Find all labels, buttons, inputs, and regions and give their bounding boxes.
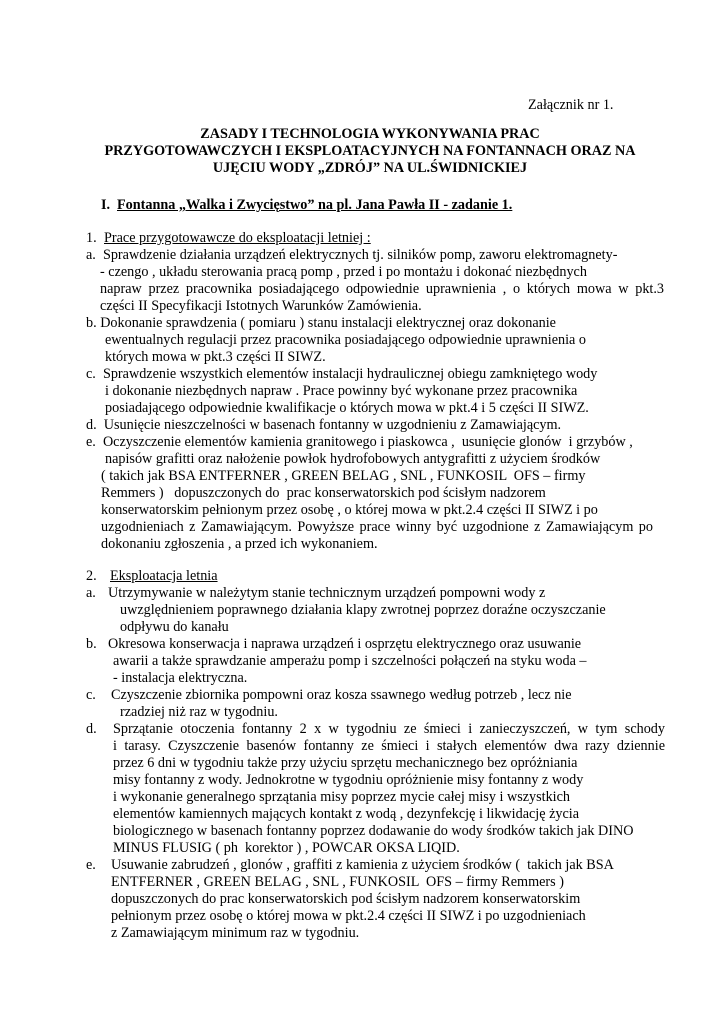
text-line: Sprzątanie otoczenia fontanny 2 x w tygodniu ze śmieci i zanieczyszczeń, w tym schody <box>113 721 665 737</box>
section-label: Fontanna „Walka i Zwycięstwo” na pl. Jana Pawła II - zadanie 1. <box>117 197 513 213</box>
text-line: napisów grafitti oraz nałożenie powłok hydrofobowych antygrafitti z użyciem środków <box>105 451 601 467</box>
item-letter: e. <box>86 857 96 873</box>
text-line: Usuwanie zabrudzeń , glonów , graffiti z kamienia z użyciem środków ( takich jak BSA <box>111 857 614 873</box>
text-line: Utrzymywanie w należytym stanie technicznym urządzeń pompowni wody z <box>108 585 546 601</box>
text-line: Czyszczenie zbiornika pompowni oraz kosza ssawnego według potrzeb , lecz nie <box>111 687 572 703</box>
text-line: konserwatorskim pełnionym przez osobę , o której mowa w pkt.2.4 części II SIWZ i po <box>101 502 598 518</box>
title-line-2: PRZYGOTOWAWCZYCH I EKSPLOATACYJNYCH NA FONTANNACH ORAZ NA <box>104 143 636 159</box>
text-line: których mowa w pkt.3 części II SIWZ. <box>105 349 326 365</box>
text-line: a. Sprawdzenie działania urządzeń elektrycznych tj. silników pomp, zaworu elektromagnety- <box>86 247 618 263</box>
text-line: odpływu do kanału <box>120 619 229 635</box>
text-line: e. Oczyszczenie elementów kamienia granitowego i piaskowca , usunięcie glonów i grzybów , <box>86 434 633 450</box>
item-letter: c. <box>86 687 96 703</box>
text-line: i wykonanie generalnego sprzątania misy poprzez mycie całej misy i wszystkich <box>113 789 570 805</box>
text-line: misy fontanny z wody. Jednokrotne w tygodniu opróżnienie misy fontanny z wody <box>113 772 584 788</box>
text-line: pełnionym przez osobę o której mowa w pkt.2.4 części II SIWZ i po uzgodnieniach <box>111 908 586 924</box>
text-line: d. Usunięcie nieszczelności w basenach fontanny w uzgodnieniu z Zamawiającym. <box>86 417 562 433</box>
text-line: części II Specyfikacji Istotnych Warunków Zamówienia. <box>100 298 422 314</box>
section-prefix: I. <box>101 197 111 213</box>
text-line: uwzględnieniem poprawnego działania klapy zwrotnej poprzez doraźne oczyszczanie <box>120 602 606 618</box>
text-line: przez 6 dni w tygodniu także przy użyciu sprzętu mechanicznego bez opróżniania <box>113 755 578 771</box>
text-line: Remmers ) dopuszczonych do prac konserwatorskich pod ścisłym nadzorem <box>101 485 546 501</box>
text-line: biologicznego w basenach fontanny poprzez dodawanie do wody środków takich jak DINO <box>113 823 634 839</box>
text-line: b. Dokonanie sprawdzenia ( pomiaru ) stanu instalacji elektrycznej oraz dokonanie <box>86 315 556 331</box>
text-line: c. Sprawdzenie wszystkich elementów instalacji hydraulicznej obiegu zamkniętego wody <box>86 366 598 382</box>
item-letter: a. <box>86 585 96 601</box>
text-line: uzgodnieniach z Zamawiającym. Powyższe prace winny być uzgodnione z Zamawiającym po <box>101 519 653 535</box>
attachment-label: Załącznik nr 1. <box>528 97 614 113</box>
text-line: ewentualnych regulacji przez pracownika posiadającego odpowiednie uprawnienia o <box>105 332 586 348</box>
text-line: awarii a także sprawdzanie amperażu pomp i szczelności połączeń na styku woda – <box>113 653 587 669</box>
part2-heading: Eksploatacja letnia <box>110 568 218 584</box>
text-line: napraw przez pracownika posiadającego odpowiednie uprawnienia , o których mowa w pkt.3 <box>100 281 664 297</box>
text-line: Okresowa konserwacja i naprawa urządzeń i osprzętu elektrycznego oraz usuwanie <box>108 636 582 652</box>
text-line: elementów kamiennych mających kontakt z wodą , dezynfekcję i likwidację życia <box>113 806 580 822</box>
part1-number: 1. <box>86 230 97 246</box>
text-line: dokonaniu zgłoszenia , a przed ich wykonaniem. <box>101 536 378 552</box>
text-line: ENTFERNER , GREEN BELAG , SNL , FUNKOSIL OFS – firmy Remmers ) <box>111 874 564 890</box>
text-line: ( takich jak BSA ENTFERNER , GREEN BELAG , SNL , FUNKOSIL OFS – firmy <box>101 468 586 484</box>
part2-number: 2. <box>86 568 97 584</box>
text-line: - instalacja elektryczna. <box>113 670 248 686</box>
text-line: dopuszczonych do prac konserwatorskich pod ścisłym nadzorem konserwatorskim <box>111 891 581 907</box>
item-letter: b. <box>86 636 97 652</box>
text-line: MINUS FLUSIG ( ph korektor ) , POWCAR OKSA LIQID. <box>113 840 460 856</box>
text-line: rzadziej niż raz w tygodniu. <box>120 704 278 720</box>
text-line: z Zamawiającym minimum raz w tygodniu. <box>111 925 360 941</box>
text-line: i tarasy. Czyszczenie basenów fontanny ze śmieci i stałych elementów dwa razy dziennie <box>113 738 665 754</box>
part1-heading: Prace przygotowawcze do eksploatacji letniej : <box>104 230 371 246</box>
item-letter: d. <box>86 721 97 737</box>
text-line: i dokonanie niezbędnych napraw . Prace powinny być wykonane przez pracownika <box>105 383 578 399</box>
text-line: - czengo , układu sterowania pracą pomp , przed i po montażu i dokonać niezbędnych <box>100 264 587 280</box>
title-line-3: UJĘCIU WODY „ZDRÓJ” NA UL.ŚWIDNICKIEJ <box>212 160 528 176</box>
title-line-1: ZASADY I TECHNOLOGIA WYKONYWANIA PRAC <box>200 126 540 142</box>
text-line: posiadającego odpowiednie kwalifikacje o których mowa w pkt.4 i 5 części II SIWZ. <box>105 400 589 416</box>
